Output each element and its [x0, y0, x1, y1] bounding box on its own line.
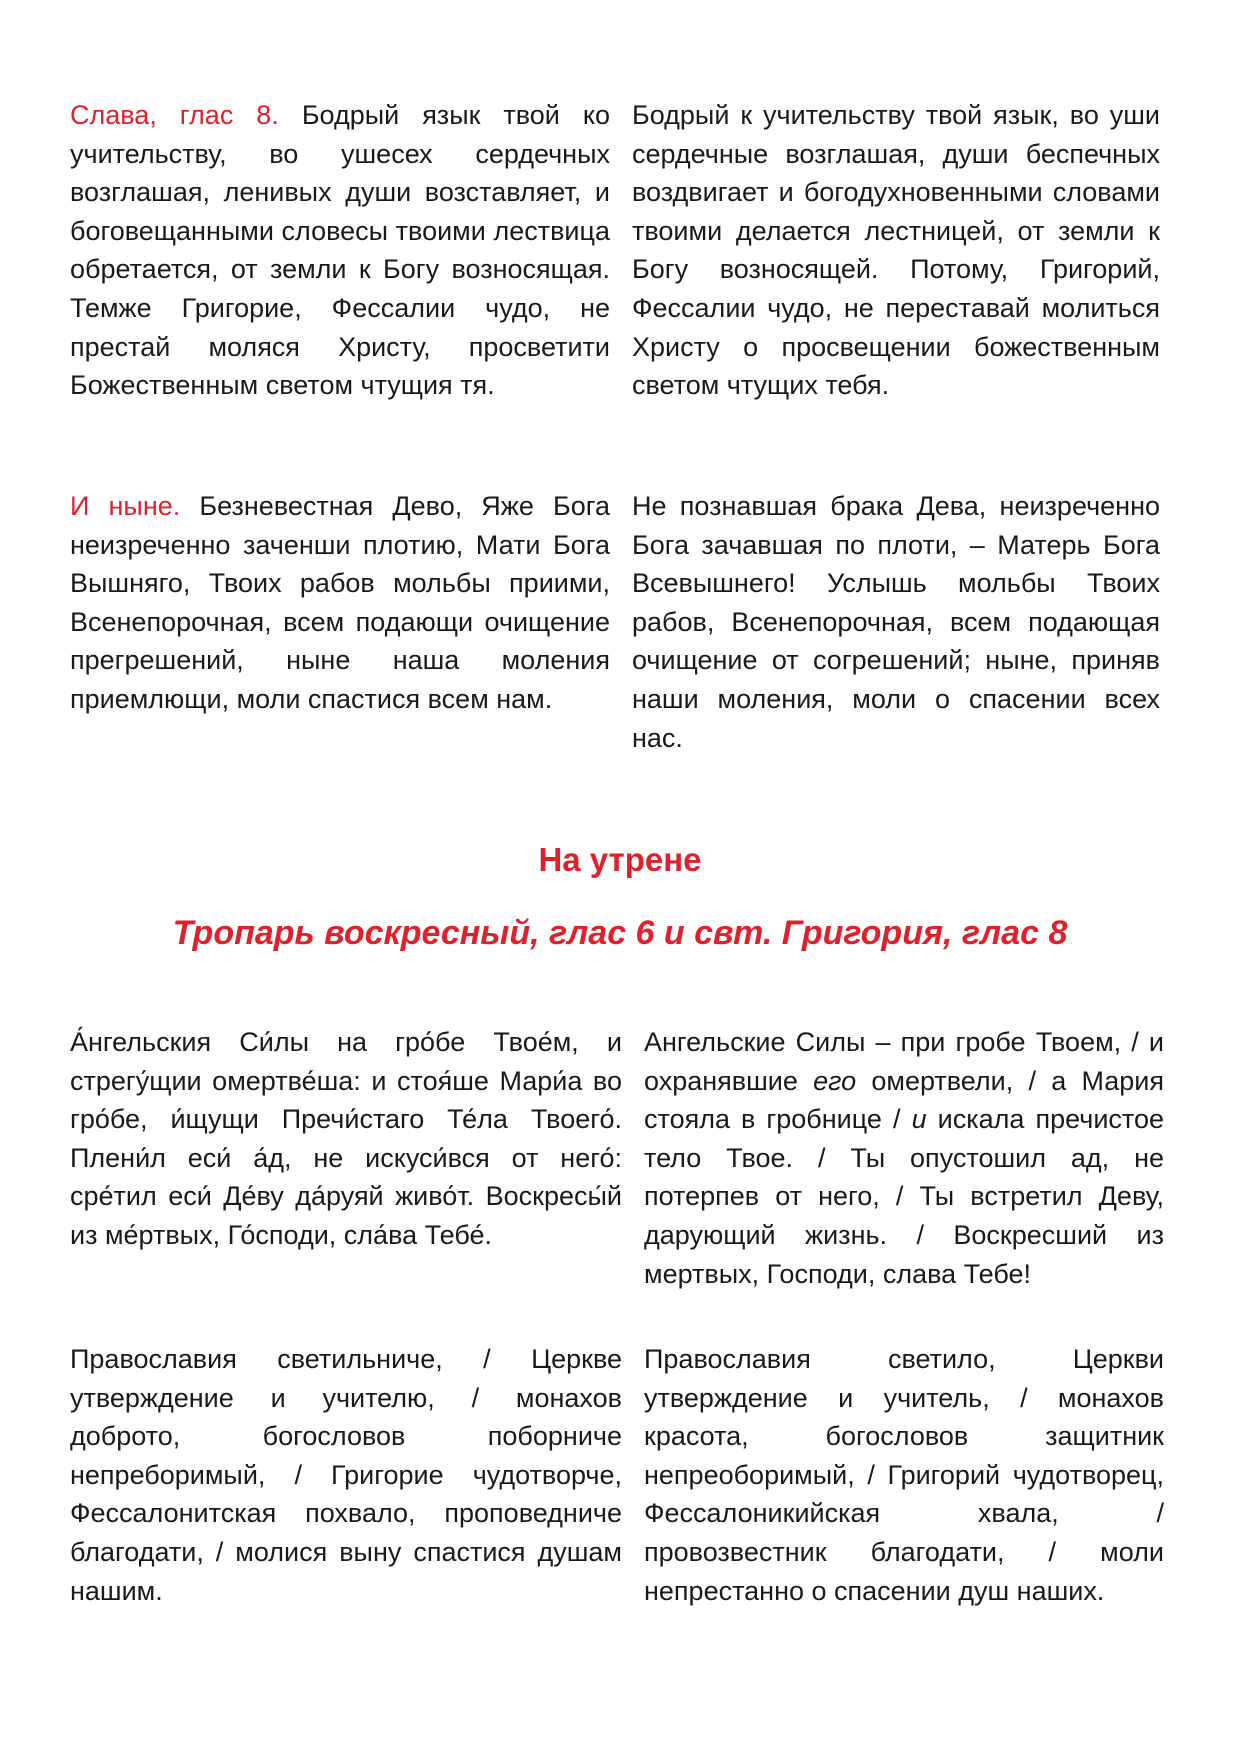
section-subtitle: Тропарь воскресный, глас 6 и свт. Григория, глас 8 — [172, 914, 1068, 952]
section-title: На утрене — [538, 841, 702, 878]
slava-label: Слава, глас 8. — [70, 100, 279, 130]
troparion-russian-part-1: Ангельские Силы – при гробе Твоем, / и охранявшие — [644, 1027, 1164, 1096]
i-nyne-russian-text: Не познавшая брака Дева, неизреченно Бога зачавшая по плоти, – Матерь Бога Всевышнего! Услышь мольбы Твоих рабов, Всенепорочная, всем подающая очищение от согрешений; ныне, приняв наши моления, моли о спасении всех нас. — [632, 491, 1160, 753]
troparion-slavonic-text: А́нгельския Си́лы на гро́бе Твое́м, и стрегу́щии омертве́ша: и стоя́ше Мари́а во гро́бе, и́щущи Пречи́стаго Те́ла Твоего́. Плени́л еси́ а́д, не искуси́вся от него́: сре́тил еси́ Де́ву да́руяй живо́т. Воскресы́й из ме́ртвых, Го́споди, сла́ва Тебе́. — [70, 1027, 622, 1250]
i-nyne-russian — [632, 487, 1160, 757]
gregory-russian — [644, 1340, 1164, 1610]
troparion-russian-part-2: омертвели, / а Мария стояла в гробнице / — [644, 1065, 1164, 1135]
slava-russian — [632, 96, 1160, 405]
troparion-russian-italic-1: его — [813, 1065, 857, 1096]
slava-russian-text: Бодрый к учительству твой язык, во уши сердечные возглашая, души беспечных воздвигает и богодухновенными словами твоими делается лестницей, от земли к Богу возносящей. Потому, Григорий, Фессалии чудо, не переставай молиться Христу о просвещении божественным светом чтущих тебя. — [632, 100, 1160, 401]
troparion-russian — [644, 1023, 1164, 1293]
gregory-slavonic-text: Православия светильниче, / Церкве утверждение и учителю, / монахов доброто, богословов поборниче непреборимый, / Григорие чудотворче, Фессалонитская похвало, проповедниче благодати, / молися выну спастися душам нашим. — [70, 1344, 622, 1606]
i-nyne-label: И ныне. — [70, 491, 181, 521]
troparion-russian-italic-2: и — [911, 1104, 927, 1135]
troparion-russian-part-3: искала пречистое тело Твое. / Ты опустошил ад, не потерпев от него, / Ты встретил Деву, дарующий жизнь. / Воскресший из мертвых, Господи, слава Тебе! — [644, 1104, 1165, 1289]
troparion-church-slavonic — [70, 1023, 622, 1255]
slava-slavonic-text: Бодрый язык твой ко учительству, во ушесех сердечных возглашая, ленивых души возставляет, и боговещанными словесы твоими лествица обретается, от земли к Богу возносящая. Темже Григорие, Фессалии чудо, не престай моляся Христу, просветити Божественным светом чтущия тя. — [70, 100, 610, 401]
slava-church-slavonic — [70, 96, 610, 405]
gregory-russian-text: Православия светило, Церкви утверждение и учитель, / монахов красота, богословов защитник непреоборимый, / Григорий чудотворец, Фессалоникийская хвала, / провозвестник благодати, / моли непрестанно о спасении душ наших. — [644, 1344, 1164, 1606]
i-nyne-church-slavonic — [70, 487, 610, 719]
gregory-church-slavonic — [70, 1340, 622, 1610]
i-nyne-slavonic-text: Безневестная Дево, Яже Бога неизреченно заченши плотию, Мати Бога Вышняго, Твоих рабов мольбы приими, Всенепорочная, всем подающи очищение прегрешений, ныне наша моления приемлющи, моли спастися всем нам. — [70, 491, 610, 714]
